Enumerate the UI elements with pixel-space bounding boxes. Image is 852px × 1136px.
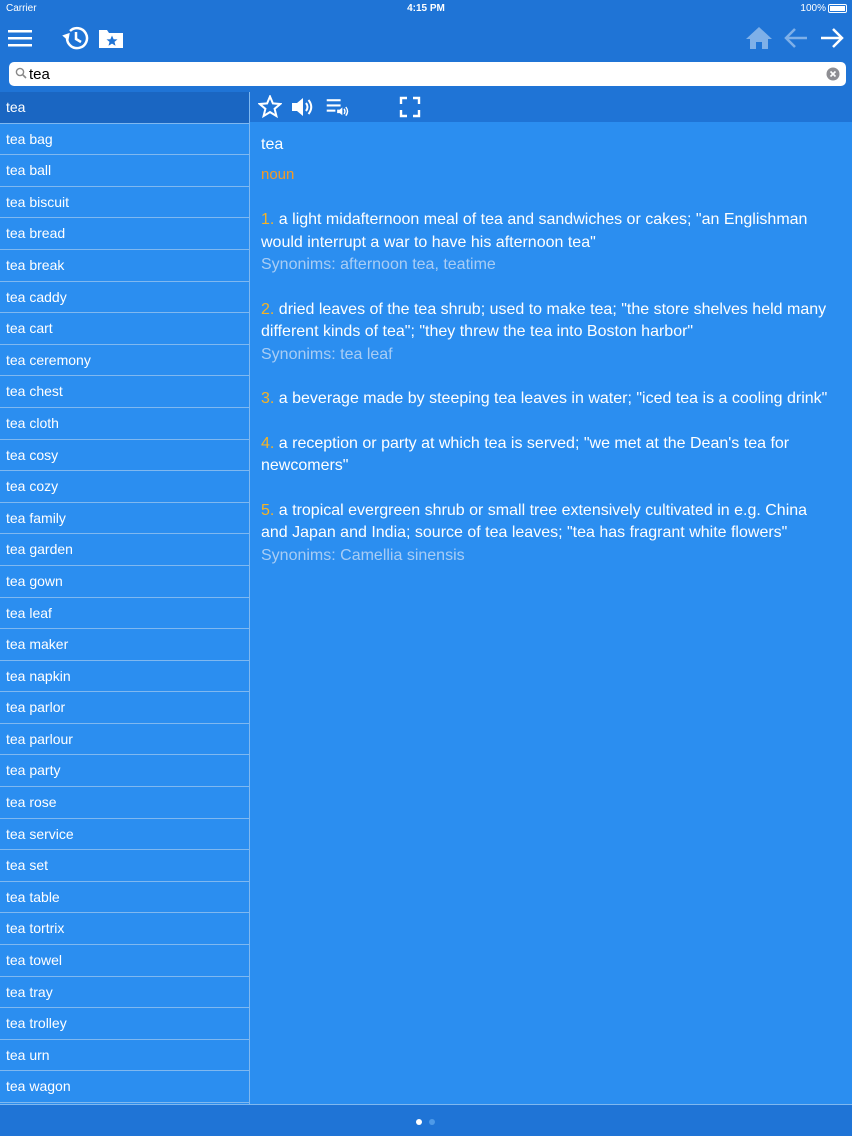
star-folder-icon [97,26,125,50]
history-icon [59,24,89,52]
word-list-item[interactable]: tea cosy [0,440,249,472]
word-list-item[interactable]: tea leaf [0,598,249,630]
home-icon [745,25,773,51]
sense-definition: a beverage made by steeping tea leaves in water; "iced tea is a cooling drink" [274,390,828,407]
word-list-item[interactable]: tea break [0,250,249,282]
word-list-item[interactable]: tea [0,92,249,124]
fullscreen-button[interactable] [397,95,423,119]
playlist-speaker-icon [325,95,351,119]
word-list-item[interactable]: tea parlour [0,724,249,756]
word-list-item[interactable]: tea chest [0,376,249,408]
fullscreen-icon [399,96,421,118]
word-list-item[interactable]: tea ball [0,155,249,187]
word-list-item[interactable]: tea towel [0,945,249,977]
back-button[interactable] [780,22,812,54]
sense-item [261,299,836,367]
word-list-item[interactable]: tea set [0,850,249,882]
word-list-item[interactable]: tea wagon [0,1071,249,1103]
page-indicator-bar [0,1104,852,1136]
word-list-item[interactable]: tea trolley [0,1008,249,1040]
sense-item [261,209,836,277]
definition-panel [250,92,852,1104]
clear-search-icon[interactable] [826,67,840,81]
search-bar [0,58,852,92]
menu-button[interactable] [4,22,36,54]
word-list-item[interactable]: tea bread [0,218,249,250]
status-bar [0,0,852,18]
word-list-item[interactable]: tea table [0,882,249,914]
sense-number: 2. [261,300,275,318]
forward-button[interactable] [816,22,848,54]
hamburger-menu-icon [7,28,33,48]
word-list-item[interactable]: tea service [0,819,249,851]
word-list-item[interactable]: tea cozy [0,471,249,503]
word-list-item[interactable]: tea cart [0,313,249,345]
sense-definition: a reception or party at which tea is served; "we met at the Dean's tea for newcomers" [261,434,790,474]
speaker-icon [290,95,316,119]
sense-synonyms: Synonims: tea leaf [261,345,393,363]
word-list-item[interactable]: tea biscuit [0,187,249,219]
sense-item [261,433,836,478]
word-list-item[interactable]: tea maker [0,629,249,661]
word-list-item[interactable]: tea gown [0,566,249,598]
definition-toolbar [250,92,852,122]
favorites-button[interactable] [95,22,127,54]
sense-list [261,209,836,589]
sense-definition: dried leaves of the tea shrub; used to make tea; "the store shelves held many different kinds of tea"; "they threw the tea into Boston harbor" [261,300,827,340]
word-list-item[interactable]: tea urn [0,1040,249,1072]
entry-headword: tea [261,136,284,153]
speak-button[interactable] [290,95,316,119]
search-icon [15,67,27,79]
read-aloud-button[interactable] [325,95,351,119]
search-input[interactable] [29,64,819,84]
sense-definition: a light midafternoon meal of tea and sandwiches or cakes; "an Englishman would interrupt a war to have his afternoon tea" [261,211,808,251]
word-list-item[interactable]: tea tray [0,977,249,1009]
battery-icon [828,4,847,13]
word-list-item[interactable]: tea cloth [0,408,249,440]
word-list [0,92,250,1104]
battery-percent: 100% [800,3,826,14]
sense-number: 4. [261,434,275,452]
word-list-item[interactable]: tea caddy [0,282,249,314]
word-list-item[interactable]: tea rose [0,787,249,819]
sense-number: 3. [261,390,275,407]
page-dot-active[interactable] [416,1119,422,1125]
word-list-item[interactable]: tea parlor [0,692,249,724]
sense-synonyms: Synonims: Camellia sinensis [261,546,465,564]
sense-item [261,500,836,568]
word-list-item[interactable]: tea ceremony [0,345,249,377]
carrier-label: Carrier [6,3,37,14]
arrow-left-icon [783,27,809,49]
top-toolbar [0,18,852,58]
part-of-speech: noun [261,166,295,183]
star-outline-icon [258,95,282,119]
search-box [9,62,846,86]
favorite-button[interactable] [257,95,283,119]
sense-number: 1. [261,211,275,228]
sense-synonyms: Synonims: afternoon tea, teatime [261,256,496,273]
word-list-item[interactable]: tea napkin [0,661,249,693]
page-dot[interactable] [429,1119,435,1125]
word-list-item[interactable]: tea tortrix [0,913,249,945]
word-list-item[interactable]: tea party [0,755,249,787]
home-button[interactable] [743,22,775,54]
word-list-item[interactable]: tea bag [0,124,249,156]
sense-definition: a tropical evergreen shrub or small tree extensively cultivated in e.g. China and Japan and India; source of tea leaves; "tea has fragrant white flowers" [261,501,808,541]
clock-label: 4:15 PM [407,3,445,14]
word-list-item[interactable]: tea family [0,503,249,535]
sense-item [261,388,836,411]
history-button[interactable] [58,22,90,54]
word-list-item[interactable]: tea garden [0,534,249,566]
sense-number: 5. [261,501,275,519]
arrow-right-icon [819,27,845,49]
